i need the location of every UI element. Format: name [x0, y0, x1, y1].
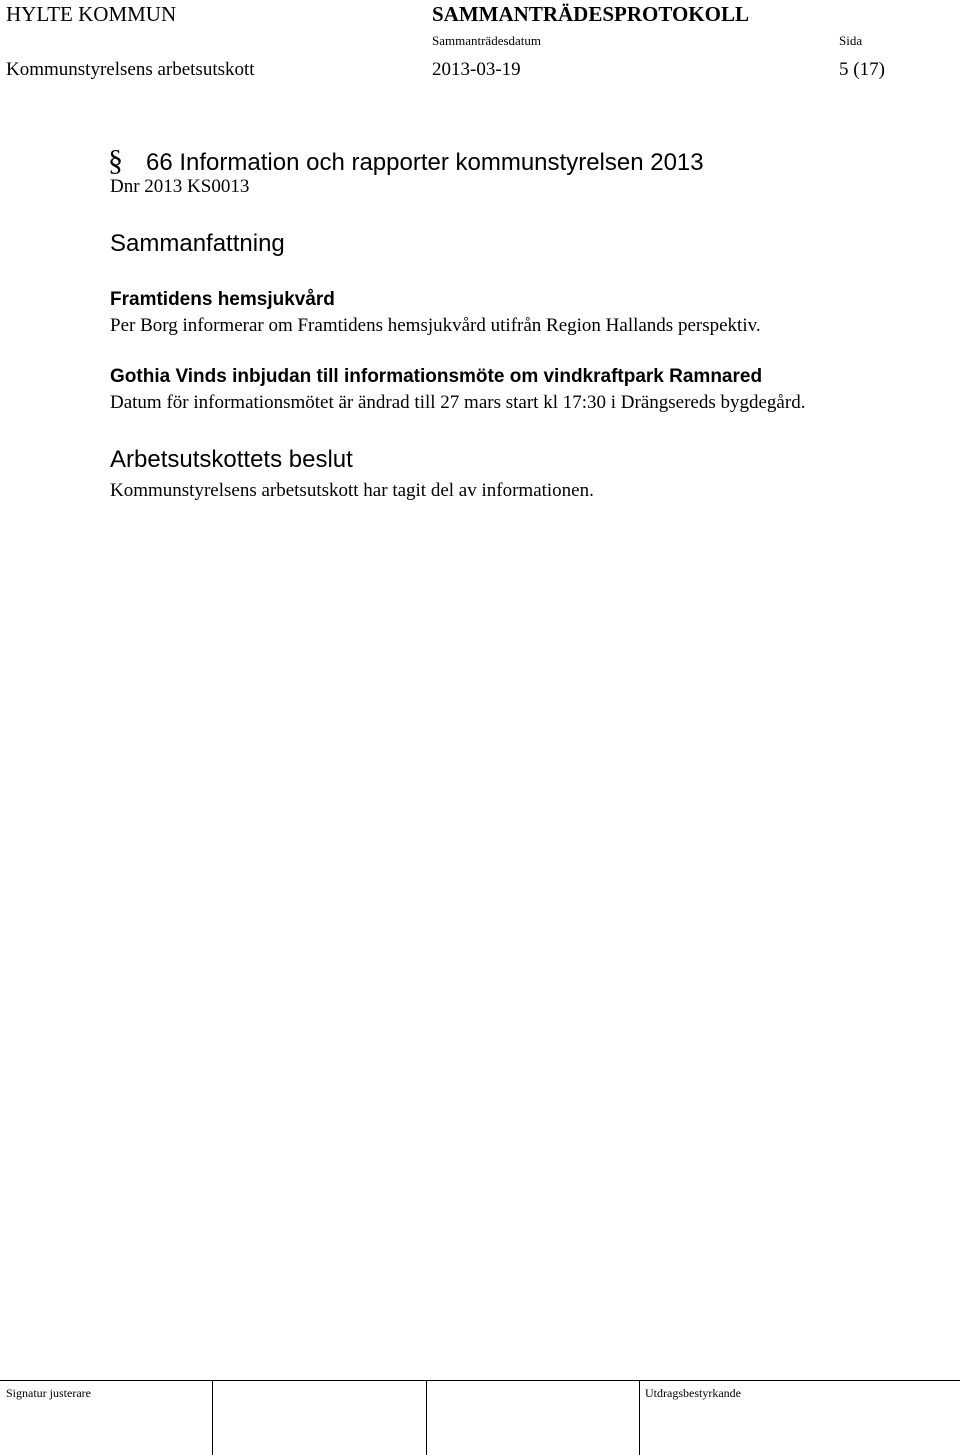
document-type: SAMMANTRÄDESPROTOKOLL: [432, 2, 749, 26]
topic-text: Per Borg informerar om Framtidens hemsjukvård utifrån Region Hallands perspektiv.: [110, 315, 761, 336]
signature-footer: [0, 1380, 960, 1455]
registration-number: Dnr 2013 KS0013: [110, 176, 250, 197]
summary-heading: Sammanfattning: [110, 230, 285, 257]
page-number: 5 (17): [839, 59, 885, 80]
topic-text: Datum för informationsmötet är ändrad till 27 mars start kl 17:30 i Drängsereds bygdegård.: [110, 392, 806, 413]
topic-heading: Framtidens hemsjukvård: [110, 289, 335, 310]
section-heading: [108, 144, 704, 178]
footer-divider: [639, 1381, 640, 1455]
extract-certification-label: Utdragsbestyrkande: [645, 1386, 741, 1400]
committee-name: Kommunstyrelsens arbetsutskott: [6, 59, 255, 80]
topic-heading: Gothia Vinds inbjudan till informationsmöte om vindkraftpark Ramnared: [110, 366, 763, 387]
decision-text: Kommunstyrelsens arbetsutskott har tagit del av informationen.: [110, 480, 594, 501]
footer-divider: [212, 1381, 213, 1455]
section-title: 66 Information och rapporter kommunstyrelsen 2013: [146, 149, 704, 176]
page-label: Sida: [839, 33, 863, 48]
footer-divider: [426, 1381, 427, 1455]
signature-label: Signatur justerare: [6, 1386, 91, 1400]
decision-heading: Arbetsutskottets beslut: [110, 446, 353, 473]
meeting-date-label: Sammanträdesdatum: [432, 33, 542, 48]
meeting-date: 2013-03-19: [432, 59, 521, 80]
organization-name: HYLTE KOMMUN: [6, 2, 177, 26]
section-sign: §: [108, 144, 123, 177]
